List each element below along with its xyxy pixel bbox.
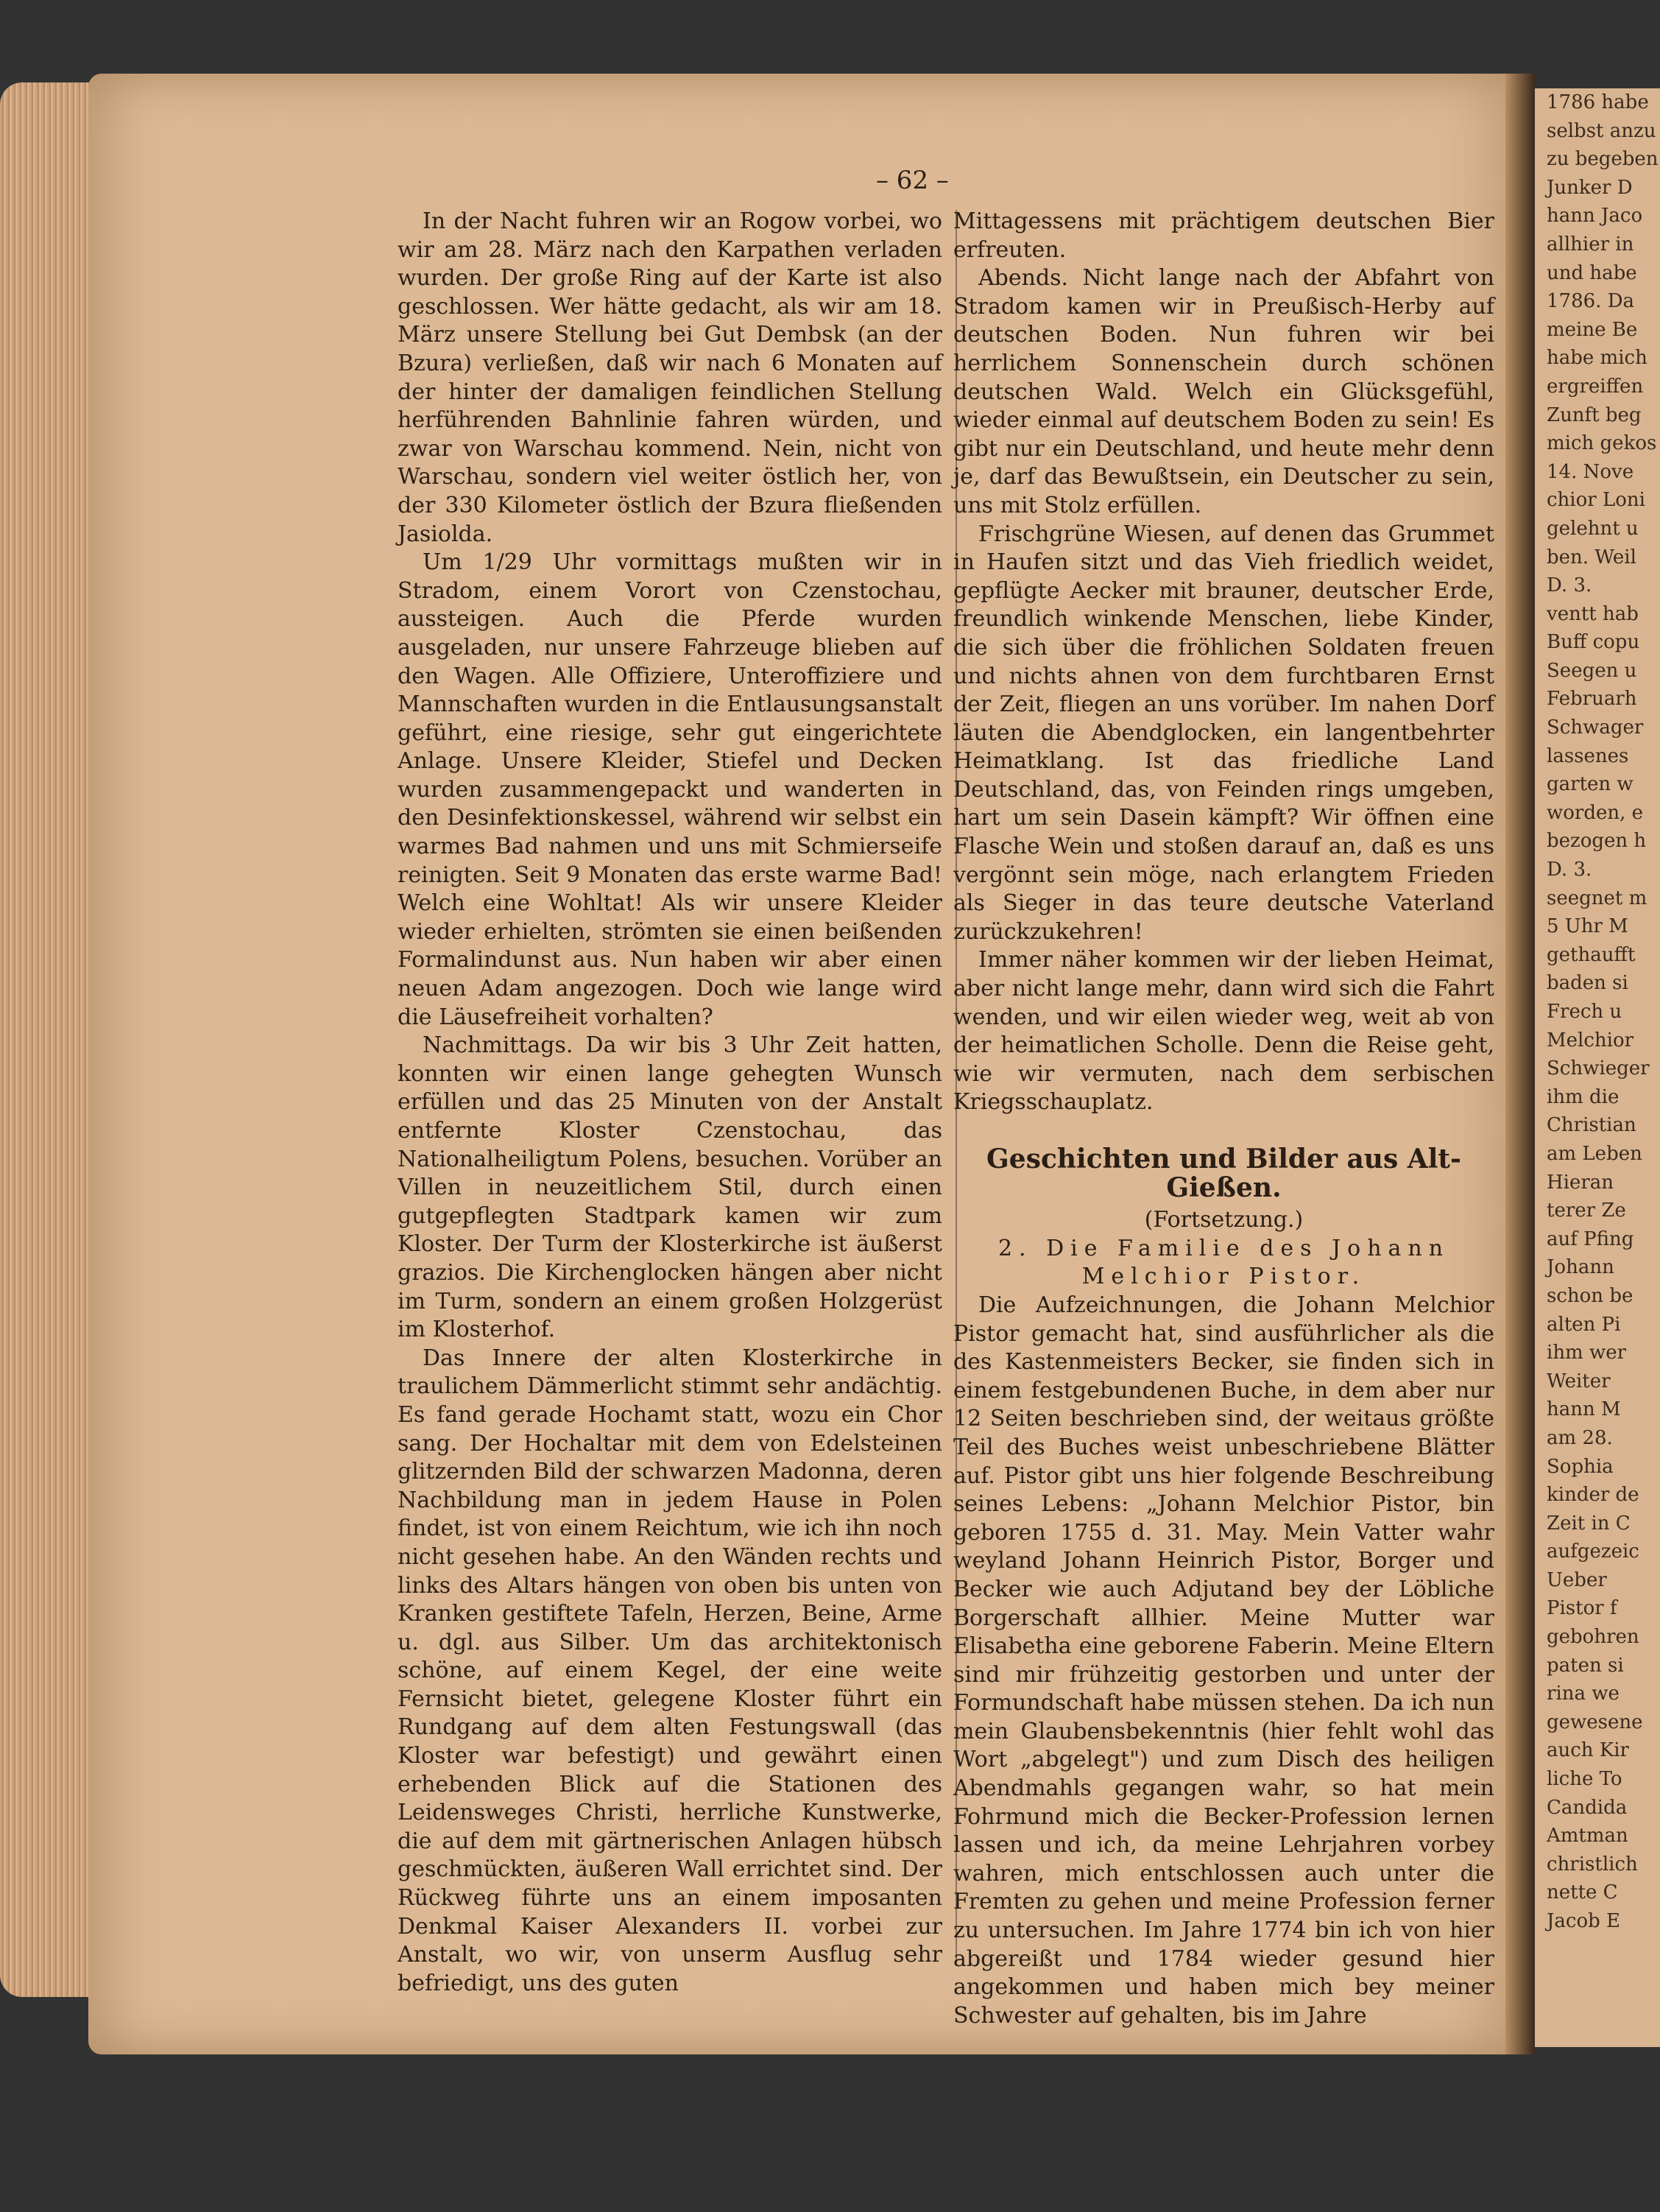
right-page-line: Sophia xyxy=(1547,1455,1614,1478)
right-page-line: zu begeben xyxy=(1547,148,1659,171)
right-page-line: schon be xyxy=(1547,1284,1633,1307)
right-page-line: liche To xyxy=(1547,1768,1622,1791)
right-page-line: lassenes xyxy=(1547,744,1629,767)
right-page-line: chior Loni xyxy=(1547,489,1645,512)
right-page-line: Johann xyxy=(1547,1256,1614,1279)
right-page-line: 5 Uhr M xyxy=(1547,915,1628,938)
right-page-line: Zeit in C xyxy=(1547,1512,1631,1535)
right-page-line: habe mich xyxy=(1547,347,1647,370)
right-page-line: am 28. xyxy=(1547,1426,1613,1449)
right-page-line: Schwieger xyxy=(1547,1057,1650,1080)
right-page-line: bezogen h xyxy=(1547,830,1647,853)
right-page-line: D. 3. xyxy=(1547,859,1592,881)
paragraph: Mittagessens mit prächtigem deutschen Bier erfreuten. xyxy=(953,208,1494,263)
right-page-line: ergreiffen xyxy=(1547,375,1644,398)
right-page-line: Pistor f xyxy=(1547,1597,1617,1620)
paragraph: Nachmittags. Da wir bis 3 Uhr Zeit hatten, konnten wir einen lange gehegten Wunsch erfüllen und das 25 Minuten von der Anstalt entfernte Kloster Czenstochau, das Nationalheiligtum Polens, besuchen. Vorüber an Villen in neuzeitlichem Stil, durch einen gutgepflegten Stadtpark kamen wir zum Kloster. Der Turm der Klosterkirche ist äußerst grazios. Die Kirchenglocken hängen aber nicht im Turm, sondern an einem großen Holzgerüst im Klosterhof. xyxy=(398,1032,942,1343)
chapter-title-continued: Melchior Pistor. xyxy=(1081,1264,1366,1290)
right-page-line: Schwager xyxy=(1547,716,1644,739)
right-page-line: ventt hab xyxy=(1547,602,1639,625)
paragraph: Die Aufzeichnungen, die Johann Melchior Pistor gemacht hat, sind ausführlicher als die des Kastenmeisters Becker, sie finden sich in einem festgebundenen Buche, in dem aber nur 12 Seiten beschrieben sind, der weitaus größte Teil des Buches weist unbeschriebene Blätter auf. Pistor gibt uns hier folgende Beschreibung seines Lebens: „Johann Melchior Pistor, bin geboren 1755 d. 31. May. Mein Vatter wahr weyland Johann Heinrich Pistor, Borger und Becker wie auch Adjutand bey der Löbliche Borgerschaft allhier. Meine Mutter war Elisabetha eine geborene Faberin. Meine Eltern sind mir frühzeitig gestorben und unter der Formundschaft habe müssen stehen. Da ich nun mein Glaubensbekenntnis (hier fehlt wohl das Wort „abgelegt") und zum Disch des heiligen Abendmahls gegangen wahr, so hat mein Fohrmund mich die Becker-Profession lernen lassen und ich, da meine Lehrjahren vorbey wahren, mich entschlossen auch unter die Fremten zu gehen und meine Profession ferner zu untersuchen. Im Jahre 1774 bin ich von hier abgereißt und 1784 wieder gesund hier angekommen und haben mich bey meiner Schwester auf gehalten, bis im Jahre xyxy=(953,1292,1494,2029)
right-page-line: kinder de xyxy=(1547,1484,1639,1507)
right-page-line: D. 3. xyxy=(1547,574,1592,597)
paragraph: In der Nacht fuhren wir an Rogow vorbei, wo wir am 28. März nach den Karpathen verladen wurden. Der große Ring auf der Karte ist also geschlossen. Wer hätte gedacht, als wir am 18. März unsere Stellung bei Gut Dembsk (an der Bzura) verließen, daß wir nach 6 Monaten auf der hinter der damaligen feindlichen Stellung herführenden Bahnlinie fahren würden, und zwar von Warschau kommend. Nein, nicht von Warschau, sondern viel weiter östlich her, von der 330 Kilometer östlich der Bzura fließenden Jasiolda. xyxy=(398,208,942,547)
book-gutter xyxy=(1505,74,1535,2054)
right-page-line: Junker D xyxy=(1547,176,1633,199)
right-page-line: ben. Weil xyxy=(1547,546,1636,568)
right-page-line: ihm wer xyxy=(1547,1342,1627,1364)
right-page-line: allhier in xyxy=(1547,233,1634,256)
right-page-line: Jacob E xyxy=(1547,1910,1621,1932)
right-page-line: aufgezeic xyxy=(1547,1540,1639,1563)
right-page-line: gelehnt u xyxy=(1547,517,1639,540)
right-page-line: gethaufft xyxy=(1547,943,1636,966)
paragraph: Abends. Nicht lange nach der Abfahrt von Stradom kamen wir in Preußisch-Herby auf deutschen Boden. Nun fuhren wir bei herrlichem Sonnenschein durch schönen deutschen Wald. Welch ein Glücksgefühl, wieder einmal auf deutschem Boden zu sein! Es gibt nur ein Deutschland, und heute mehr denn je, darf das Bewußtsein, ein Deutscher zu sein, uns mit Stolz erfüllen. xyxy=(953,265,1494,518)
right-page-line: Hieran xyxy=(1547,1171,1614,1194)
right-page-line: Candida xyxy=(1547,1796,1628,1819)
right-page-line: worden, e xyxy=(1547,801,1644,824)
right-page-line: Seegen u xyxy=(1547,659,1637,682)
paragraph: Immer näher kommen wir der lieben Heimat, aber nicht lange mehr, dann wird sich die Fahrt wenden, und wir eilen wieder weg, weit ab von der heimatlichen Scholle. Denn die Reise geht, wie wir vermuten, nach dem serbischen Kriegsschauplatz. xyxy=(953,947,1494,1116)
right-page-line: selbst anzu xyxy=(1547,119,1656,142)
right-page-line: hann M xyxy=(1547,1398,1621,1421)
right-page-line: Frech u xyxy=(1547,1001,1622,1023)
right-page-line: 1786. Da xyxy=(1547,290,1635,313)
continuation-note: (Fortsetzung.) xyxy=(1144,1207,1304,1233)
right-page-line: auch Kir xyxy=(1547,1739,1629,1762)
right-page-line: Zunft beg xyxy=(1547,404,1642,426)
right-page-line: nette C xyxy=(1547,1881,1618,1904)
paragraph: Um 1/29 Uhr vormittags mußten wir in Stradom, einem Vorort von Czenstochau, aussteigen. Auch die Pferde wurden ausgeladen, nur unsere Fahrzeuge blieben auf den Wagen. Alle Offiziere, Unteroffiziere und Mannschaften wurden in die Entlausungsanstalt geführt, eine riesige, sehr gut eingerichtete Anlage. Unsere Kleider, Stiefel und Decken wurden zusammengepackt und wanderten in den Desinfektionskessel, während wir selbst ein warmes Bad nahmen und uns mit Schmierseife reinigten. Seit 9 Monaten das erste warme Bad! Welch eine Wohltat! Als wir unsere Kleider wieder erhielten, strömten sie einen beißenden Formalindunst aus. Nun haben wir aber einen neuen Adam angezogen. Doch wie lange wird die Läusefreiheit vorhalten? xyxy=(398,549,942,1030)
right-page-line: seegnet m xyxy=(1547,887,1647,909)
right-page-line: Weiter xyxy=(1547,1370,1611,1392)
right-page-line: hann Jaco xyxy=(1547,205,1643,228)
right-page-fragment xyxy=(1535,88,1660,2047)
right-page-line: alten Pi xyxy=(1547,1313,1621,1336)
right-page-line: garten w xyxy=(1547,773,1633,796)
paragraph: Frischgrüne Wiesen, auf denen das Grummet in Haufen sitzt und das Vieh friedlich weidet, gepflügte Aecker mit brauner, deutscher Erde, freundlich winkende Menschen, liebe Kinder, die sich über die fröhlichen Soldaten freuen und nichts ahnen von dem furchtbaren Ernst der Zeit, fliegen an uns vorüber. Im nahen Dorf läuten die Abendglocken, ein langentbehrter Heimatklang. Ist das friedliche Land Deutschland, das, von Feinden rings umgeben, hart um sein Dasein kämpft? Wir öffnen eine Flasche Wein und stoßen darauf an, daß es uns vergönnt sein möge, nach erlangtem Frieden als Sieger in das teure deutsche Vaterland zurückzukehren! xyxy=(953,521,1494,945)
right-page-line: Ueber xyxy=(1547,1568,1607,1591)
right-page-line: Christian xyxy=(1547,1114,1636,1137)
right-page-line: mich gekos xyxy=(1547,432,1657,455)
chapter-title: 2. Die Familie des Johann xyxy=(997,1235,1450,1261)
page-number: – 62 – xyxy=(876,166,949,195)
right-page-line: Melchior xyxy=(1547,1029,1634,1052)
right-page-line: christlich xyxy=(1547,1853,1638,1875)
right-page-line: 1786 habe xyxy=(1547,91,1649,113)
section-heading: Geschichten und Bilder aus Alt-Gießen. xyxy=(986,1144,1461,1203)
right-page-line: paten si xyxy=(1547,1654,1624,1677)
left-column xyxy=(398,208,942,1998)
middle-column xyxy=(953,208,1494,2030)
right-page-line: meine Be xyxy=(1547,318,1638,341)
right-page-line: am Leben xyxy=(1547,1142,1642,1165)
right-page-line: Amtman xyxy=(1547,1825,1628,1848)
right-page-line: terer Ze xyxy=(1547,1200,1626,1222)
right-page-line: auf Pfing xyxy=(1547,1227,1634,1250)
right-page-line: und habe xyxy=(1547,261,1637,284)
right-page-line: Buff copu xyxy=(1547,631,1640,654)
right-page-line: Februarh xyxy=(1547,688,1637,711)
right-page-line: gewesene xyxy=(1547,1711,1643,1733)
right-page-line: ihm die xyxy=(1547,1085,1620,1108)
right-page-line: 14. Nove xyxy=(1547,460,1634,483)
right-page-line: rina we xyxy=(1547,1683,1620,1705)
paragraph: Das Innere der alten Klosterkirche in traulichem Dämmerlicht stimmt sehr andächtig. Es fand gerade Hochamt statt, wozu ein Chor sang. Der Hochaltar mit dem von Edelsteinen glitzernden Bild der schwarzen Madonna, deren Nachbildung man in jedem Hause in Polen findet, ist von einem Reichtum, wie ich ihn noch nicht gesehen habe. An den Wänden rechts und links des Altars hängen von oben bis unten von Kranken gestiftete Tafeln, Herzen, Beine, Arme u. dgl. aus Silber. Um das architektonisch schöne, auf einem Kegel, der eine weite Fernsicht bietet, gelegene Kloster führt ein Rundgang auf dem alten Festungswall (das Kloster war befestigt) und gewährt einen erhebenden Blick auf die Stationen des Leidensweges Christi, herrliche Kunstwerke, die auf dem mit gärtnerischen Anlagen hübsch geschmückten, äußeren Wall errichtet sind. Der Rückweg führte uns an einem imposanten Denkmal Kaiser Alexanders II. vorbei zur Anstalt, wo wir, von unserm Ausflug sehr befriedigt, uns des guten xyxy=(398,1345,942,1996)
right-page-line: baden si xyxy=(1547,972,1628,995)
right-page-line: gebohren xyxy=(1547,1626,1639,1649)
